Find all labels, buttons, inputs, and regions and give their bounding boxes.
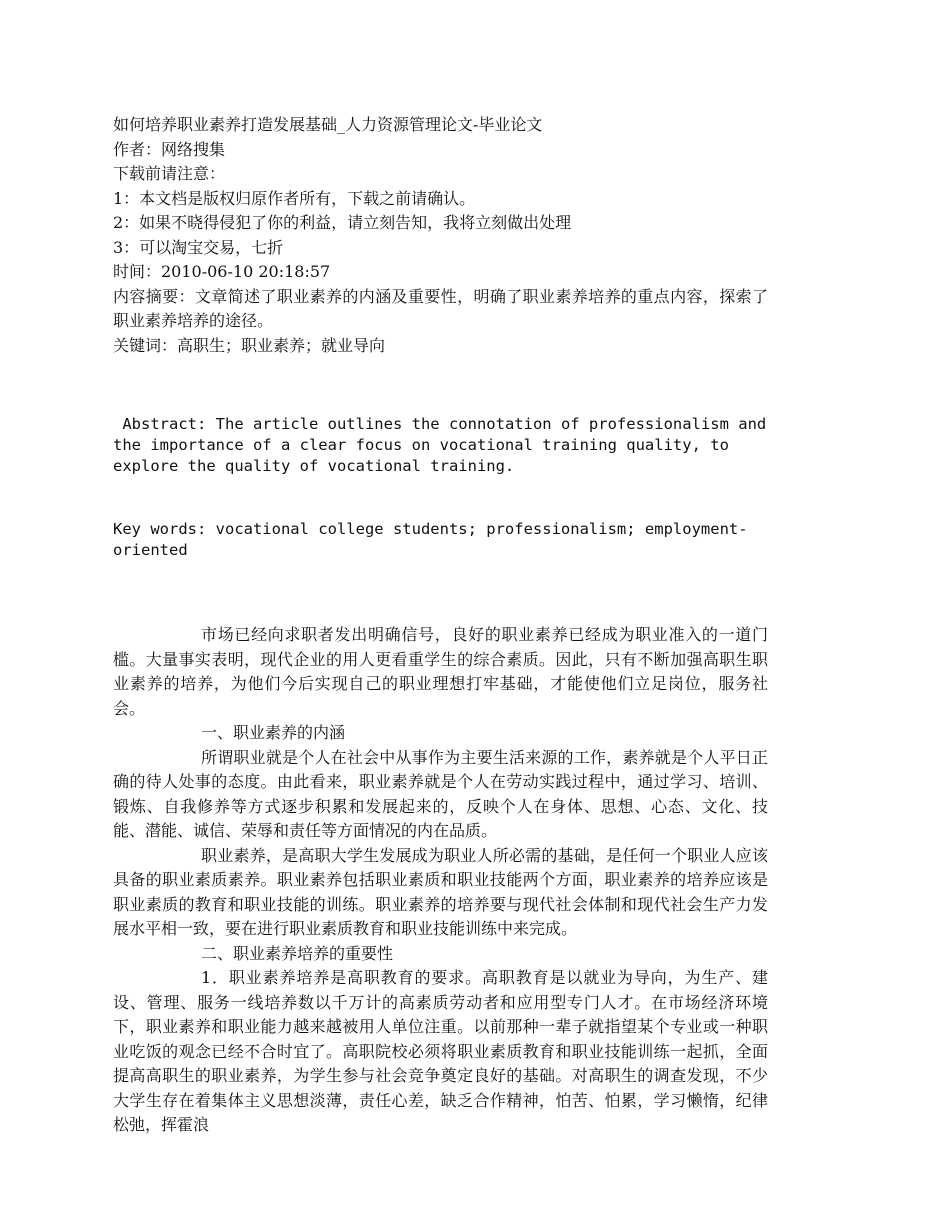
body-paragraph: 1．职业素养培养是高职教育的要求。高职教育是以就业为导向，为生产、建设、管理、服务一线培养数以千万计的高素质劳动者和应用型专门人才。在市场经济环境下，职业素养和职业能力越来越被用人单位注重。以前那种一辈子就指望某个专业或一种职业吃饭的观念已经不合时宜了。高职院校必须将职业素质教育和职业技能训练一起抓，全面提高高职生的职业素养，为学生参与社会竞争奠定良好的基础。对高职生的调查发现，不少大学生存在着集体主义思想淡薄，责任心差，缺乏合作精神，怕苦、怕累，学习懒惰，纪律松弛，挥霍浪 [113,968,768,1134]
notice-item: 2：如果不晓得侵犯了你的利益，请立刻告知，我将立刻做出处理 [113,213,572,232]
notice-heading: 下载前请注意： [113,164,226,183]
article-body [113,623,768,1138]
document-keywords: 关键词：高职生；职业素养；就业导向 [113,335,386,355]
body-paragraph: 所谓职业就是个人在社会中从事作为主要生活来源的工作，素养就是个人平日正确的待人处事的态度。由此看来，职业素养就是个人在劳动实践过程中，通过学习、培训、锻炼、自我修养等方式逐步积累和发展起来的，反映个人在身体、思想、心态、文化、技能、潜能、诚信、荣辱和责任等方面情况的内在品质。 [113,747,768,840]
section-heading: 一、职业素养的内涵 [201,723,346,742]
document-time: 时间：2010-06-10 20:18:57 [113,262,331,281]
body-paragraph: 职业素养，是高职大学生发展成为职业人所必需的基础，是任何一个职业人应该具备的职业素质素养。职业素养包括职业素质和职业技能两个方面，职业素养的培养应该是职业素质的教育和职业技能的训练。职业素养的培养要与现代社会体制和现代社会生产力发展水平相一致，要在进行职业素质教育和职业技能训练中来完成。 [113,845,768,938]
notice-item: 3：可以淘宝交易，七折 [113,237,284,257]
document-summary: 内容摘要：文章简述了职业素养的内涵及重要性，明确了职业素养培养的重点内容，探索了职业素养培养的途径。 [113,286,768,330]
abstract-text: Abstract: The article outlines the connotation of professionalism and the importance of a clear focus on vocational training quality, to explore the quality of vocational training. [113,415,776,475]
body-paragraph: 市场已经向求职者发出明确信号，良好的职业素养已经成为职业准入的一道门槛。大量事实表明，现代企业的用人更看重学生的综合素质。因此，只有不断加强高职生职业素养的培养，为他们今后实现自己的职业理想打牢基础，才能使他们立足岗位，服务社会。 [113,625,768,718]
document-title: 如何培养职业素养打造发展基础_人力资源管理论文-毕业论文 [113,115,543,134]
document-author: 作者：网络搜集 [113,139,226,159]
notice-item: 1：本文档是版权归原作者所有，下载之前请确认。 [113,188,476,208]
section-heading: 二、职业素养培养的重要性 [201,943,394,963]
english-abstract [113,372,776,603]
english-keywords: Key words: vocational college students; professionalism; employment-oriented [113,520,748,559]
document-header [113,113,768,358]
document-page [113,113,776,1138]
